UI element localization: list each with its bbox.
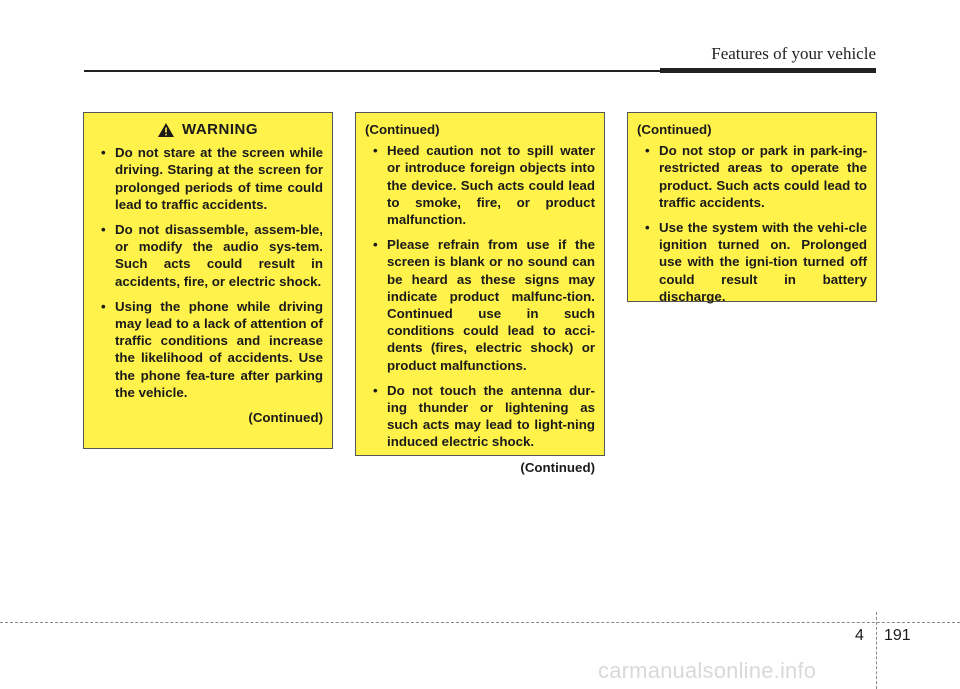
header-rule bbox=[84, 70, 660, 72]
list-item: • Do not stare at the screen while driving. Staring at the screen for prolonged periods of time could lead to traffic accidents. bbox=[93, 144, 323, 213]
page-number: 191 bbox=[884, 627, 911, 644]
watermark: carmanualsonline.info bbox=[598, 658, 817, 683]
continued-label: (Continued) bbox=[520, 459, 595, 475]
list-item: • Use the system with the vehi-cle ignition turned on. Prolonged use with the igni-tion turned off could result in battery discharge. bbox=[637, 219, 867, 305]
warning-list bbox=[637, 142, 867, 305]
warning-box-continued-2 bbox=[627, 112, 877, 302]
chapter-number: 4 bbox=[855, 627, 864, 644]
continued-label: (Continued) bbox=[248, 410, 323, 426]
list-item: • Please refrain from use if the screen is blank or no sound can be heard as these signs may indicate product malfunc-tion. Continued use in such conditions could lead to acci-dents (fires, electric shock) or product malfunctions. bbox=[365, 236, 595, 374]
section-title: Features of your vehicle bbox=[711, 44, 876, 63]
footer-dashed-rule bbox=[0, 622, 960, 623]
warning-heading bbox=[93, 121, 323, 138]
warning-box bbox=[83, 112, 333, 449]
warning-triangle-icon bbox=[158, 123, 174, 137]
list-item: • Using the phone while driving may lead to a lack of attention of traffic conditions and increase the likelihood of accidents. Use the phone fea-ture after parking the vehicle. bbox=[93, 298, 323, 401]
warning-list bbox=[365, 142, 595, 450]
continued-heading: (Continued) bbox=[365, 122, 440, 137]
header-rule-thick bbox=[660, 68, 876, 73]
list-item: • Do not stop or park in park-ing-restricted areas to operate the product. Such acts could lead to traffic accidents. bbox=[637, 142, 867, 211]
list-item: • Do not touch the antenna dur-ing thunder or lightening as such acts may lead to light-ning induced electric shock. bbox=[365, 382, 595, 451]
warning-list bbox=[93, 144, 323, 401]
warning-box-continued-1 bbox=[355, 112, 605, 475]
warning-heading-text: WARNING bbox=[182, 121, 258, 138]
list-item: • Heed caution not to spill water or introduce foreign objects into the device. Such acts could lead to smoke, fire, or product malfunction. bbox=[365, 142, 595, 228]
footer-vertical-rule bbox=[876, 612, 877, 689]
continued-heading: (Continued) bbox=[637, 122, 712, 137]
list-item: • Do not disassemble, assem-ble, or modify the audio sys-tem. Such acts could result in accidents, fire, or electric shock. bbox=[93, 221, 323, 290]
